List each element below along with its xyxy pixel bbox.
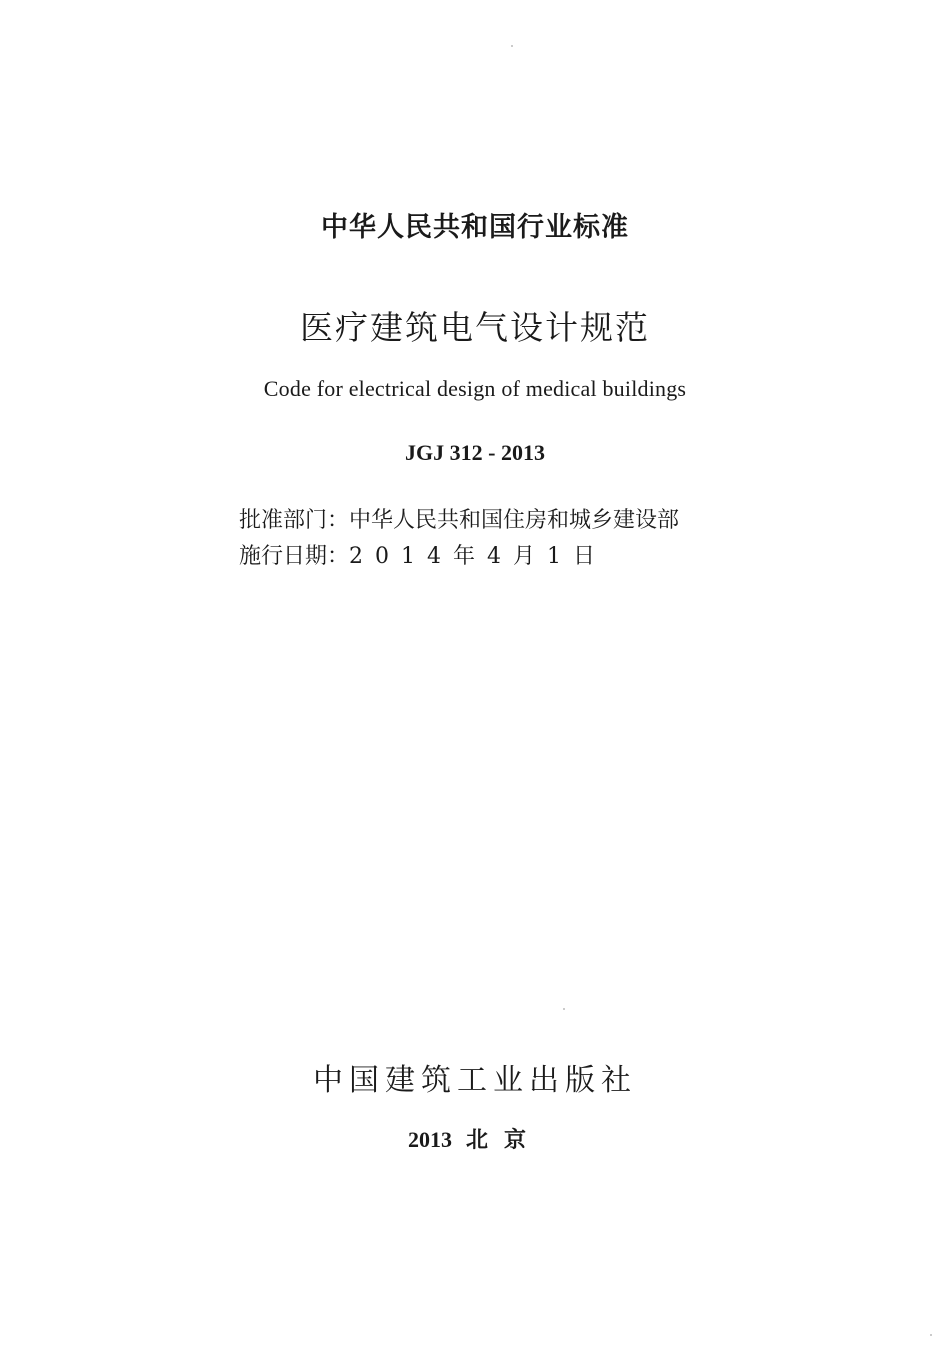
document-title-chinese: 医疗建筑电气设计规范 [300, 308, 650, 347]
approval-line [239, 503, 679, 534]
standard-code: JGJ 312 - 2013 [405, 440, 545, 465]
standard-category-heading: 中华人民共和国行业标准 [321, 212, 629, 243]
effective-date-line [239, 539, 607, 570]
publisher-name: 中国建筑工业出版社 [313, 1063, 637, 1098]
publication-line [0, 1123, 950, 1154]
publication-city: 北京 [465, 1127, 542, 1153]
approval-value: 中华人民共和国住房和城乡建设部 [349, 508, 680, 533]
scan-speck [511, 45, 513, 47]
effective-date-value: 2014年4月1日 [349, 544, 607, 569]
approval-label: 批准部门： [239, 508, 350, 533]
publication-year: 2013 [407, 1127, 452, 1152]
document-title-english: Code for electrical design of medical buildings [263, 376, 687, 401]
scan-speck [930, 1334, 932, 1336]
scan-speck [563, 1008, 565, 1010]
effective-date-label: 施行日期： [239, 544, 350, 569]
